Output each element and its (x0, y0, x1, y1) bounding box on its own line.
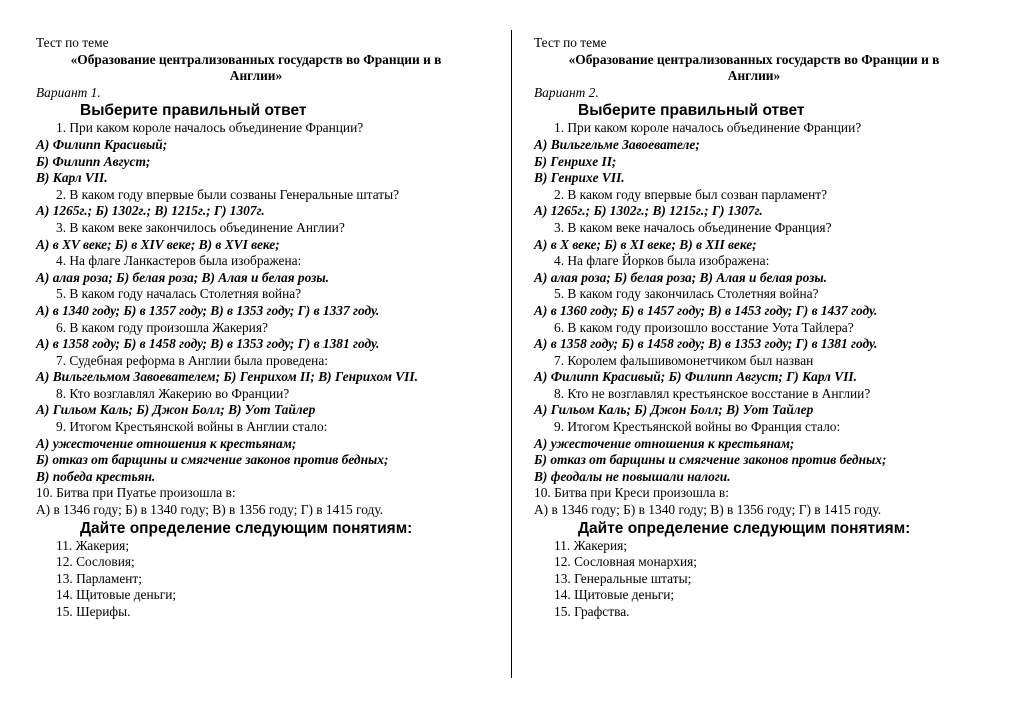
term-item: 13. Парламент; (56, 570, 142, 586)
question-1: 1. При каком короле началось объединение Франции? (554, 120, 862, 136)
answer-line: А) Вильгельме Завоевателе; (534, 136, 700, 152)
question-6: 6. В каком году произошло восстание Уота Тайлера? (554, 319, 854, 335)
question-8: 8. Кто возглавлял Жакерию во Франции? (56, 385, 290, 401)
column-divider (511, 30, 512, 678)
test-title-line-2: Англии» (727, 68, 781, 84)
question-10-answers: А) в 1346 году; Б) в 1340 году; В) в 1356 году; Г) в 1415 году. (534, 502, 882, 518)
term-item: 14. Щитовые деньги; (554, 587, 675, 603)
question-6: 6. В каком году произошла Жакерия? (56, 319, 268, 335)
term-item: 15. Шерифы. (56, 604, 131, 619)
question-8: 8. Кто не возглавлял крестьянское восстание в Англии? (554, 385, 871, 401)
answer-line: А) ужесточение отношения к крестьянам; (534, 435, 795, 451)
term-item: 11. Жакерия; (56, 537, 130, 553)
question-9: 9. Итогом Крестьянской войны в Англии стало: (56, 419, 328, 435)
answer-line: А) 1265г.; Б) 1302г.; В) 1215г.; Г) 1307г. (534, 203, 763, 219)
answer-line: Б) Генрихе II; (534, 153, 617, 169)
question-9: 9. Итогом Крестьянской войны во Франция стало: (554, 419, 841, 435)
topic-label: Тест по теме (36, 35, 109, 50)
variant-label: Вариант 1. (36, 84, 101, 100)
section-heading-choose: Выберите правильный ответ (578, 102, 805, 120)
variant-2-column (534, 35, 974, 621)
answer-line: В) феодалы не повышали налоги. (534, 468, 731, 484)
answer-line: А) в 1340 году; Б) в 1357 году; В) в 1353 году; Г) в 1337 году. (36, 302, 380, 318)
test-title-line-2: Англии» (229, 68, 283, 84)
question-5: 5. В каком году закончилась Столетняя война? (554, 286, 819, 302)
answer-line: В) победа крестьян. (36, 468, 156, 484)
section-heading-choose: Выберите правильный ответ (80, 102, 307, 120)
answer-line: Б) отказ от барщины и смягчение законов против бедных; (36, 452, 389, 468)
question-5: 5. В каком году началась Столетняя война? (56, 286, 302, 302)
variant-1-column (36, 35, 476, 621)
term-item: 14. Щитовые деньги; (56, 587, 177, 603)
question-2: 2. В каком году впервые был созван парламент? (554, 186, 828, 202)
answer-line: Б) отказ от барщины и смягчение законов против бедных; (534, 452, 887, 468)
answer-line: А) Филипп Красивый; Б) Филипп Август; Г) Карл VII. (534, 369, 857, 385)
answer-line: В) Карл VII. (36, 170, 108, 186)
question-7: 7. Судебная реформа в Англии была проведена: (56, 352, 328, 368)
question-10: 10. Битва при Пуатье произошла в: (36, 485, 236, 501)
answer-line: А) Гильом Каль; Б) Джон Болл; В) Уот Тайлер (534, 402, 814, 418)
term-item: 11. Жакерия; (554, 537, 628, 553)
test-title-line-1: «Образование централизованных государств во Франции и в (568, 51, 940, 67)
question-7: 7. Королем фальшивомонетчиком был назван (554, 352, 814, 368)
question-1: 1. При каком короле началось объединение Франции? (56, 120, 364, 136)
term-item: 12. Сословная монархия; (554, 554, 698, 570)
answer-line: А) в X веке; Б) в XI веке; В) в XII веке; (534, 236, 757, 252)
question-4: 4. На флаге Йорков была изображена: (554, 253, 770, 269)
answer-line: А) Вильгельмом Завоевателем; Б) Генрихом II; В) Генрихом VII. (36, 369, 418, 385)
question-3: 3. В каком веке закончилось объединение Англии? (56, 219, 345, 235)
question-4: 4. На флаге Ланкастеров была изображена: (56, 253, 302, 269)
answer-line: А) 1265г.; Б) 1302г.; В) 1215г.; Г) 1307г. (36, 203, 265, 219)
question-10-answers: А) в 1346 году; Б) в 1340 году; В) в 1356 году; Г) в 1415 году. (36, 502, 384, 518)
answer-line: А) в 1358 году; Б) в 1458 году; В) в 1353 году; Г) в 1381 году. (534, 336, 878, 352)
answer-line: А) в 1358 году; Б) в 1458 году; В) в 1353 году; Г) в 1381 году. (36, 336, 380, 352)
term-item: 15. Графства. (554, 604, 630, 619)
section-heading-define: Дайте определение следующим понятиям: (578, 519, 911, 537)
answer-line: А) Филипп Красивый; (36, 136, 168, 152)
test-title-line-1: «Образование централизованных государств во Франции и в (70, 51, 442, 67)
question-2: 2. В каком году впервые были созваны Генеральные штаты? (56, 186, 400, 202)
answer-line: А) в XV веке; Б) в XIV веке; В) в XVI веке; (36, 236, 280, 252)
question-3: 3. В каком веке началось объединение Франция? (554, 219, 832, 235)
answer-line: В) Генрихе VII. (534, 170, 625, 186)
variant-label: Вариант 2. (534, 84, 599, 100)
answer-line: А) алая роза; Б) белая роза; В) Алая и белая розы. (534, 269, 828, 285)
section-heading-define: Дайте определение следующим понятиям: (80, 519, 413, 537)
question-10: 10. Битва при Креси произошла в: (534, 485, 729, 501)
term-item: 13. Генеральные штаты; (554, 570, 692, 586)
answer-line: А) Гильом Каль; Б) Джон Болл; В) Уот Тайлер (36, 402, 316, 418)
answer-line: А) алая роза; Б) белая роза; В) Алая и белая розы. (36, 269, 330, 285)
answer-line: А) в 1360 году; Б) в 1457 году; В) в 1453 году; Г) в 1437 году. (534, 302, 878, 318)
term-item: 12. Сословия; (56, 554, 135, 570)
topic-label: Тест по теме (534, 35, 607, 50)
answer-line: Б) Филипп Август; (36, 153, 151, 169)
answer-line: А) ужесточение отношения к крестьянам; (36, 435, 297, 451)
